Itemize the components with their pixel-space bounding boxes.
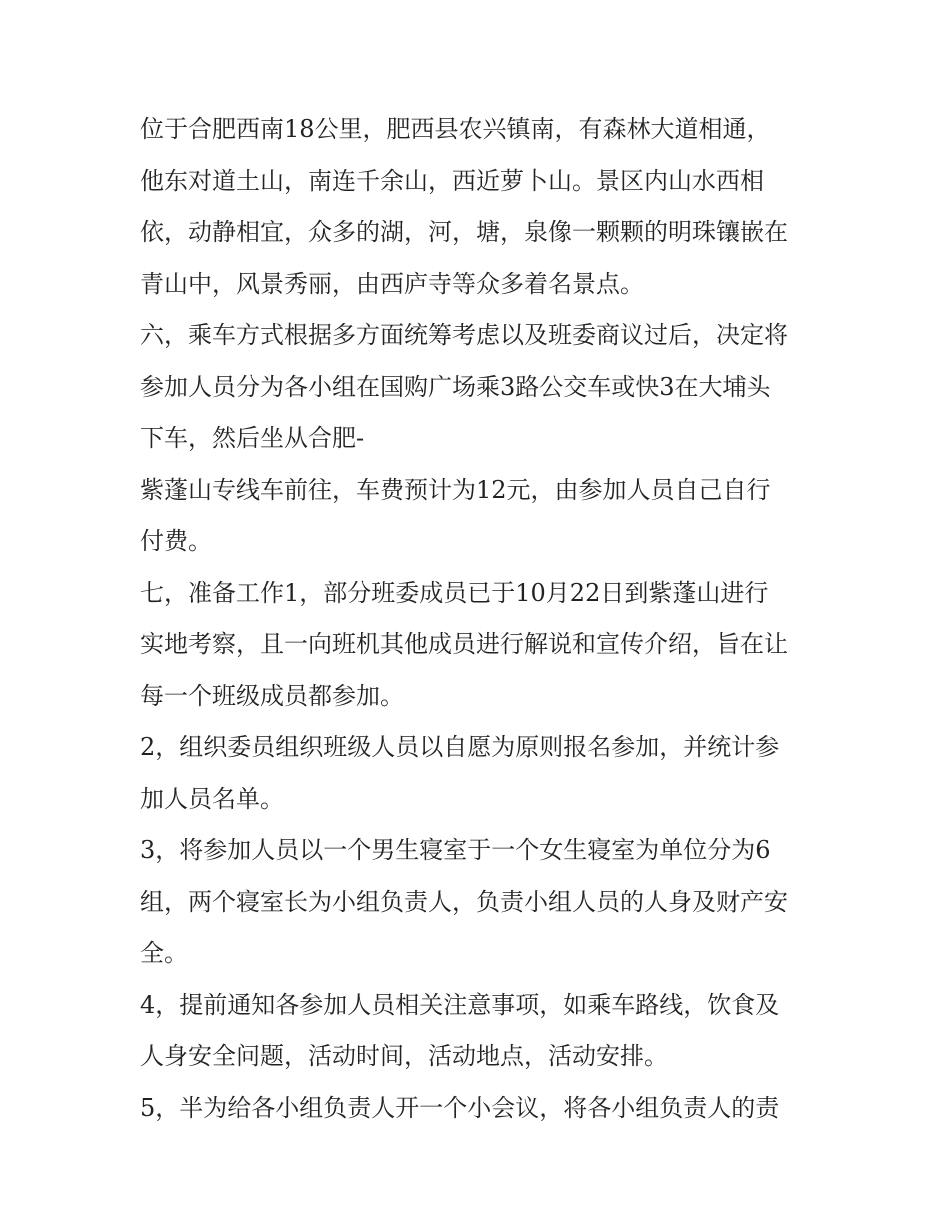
text-line: 位于合肥西南18公里，肥西县农兴镇南，有森林大道相通，	[140, 115, 771, 143]
text-line: 他东对道土山，南连千余山，西近萝卜山。景区内山水西相	[140, 166, 764, 195]
text-line: 4，提前通知各参加人员相关注意事项，如乘车路线，饮食及	[140, 990, 780, 1019]
text-line: 七，准备工作1，部分班委成员已于10月22日到紫蓬山进行	[140, 578, 769, 607]
text-line: 人身安全问题，活动时间，活动地点，活动安排。	[140, 1042, 668, 1070]
text-line: 3，将参加人员以一个男生寝室于一个女生寝室为单位分为6	[140, 836, 771, 864]
text-line: 组，两个寝室长为小组负责人，负责小组人员的人身及财产安	[140, 887, 788, 916]
text-line: 每一个班级成员都参加。	[140, 681, 404, 710]
text-line: 5，半为给各小组负责人开一个小会议，将各小组负责人的责	[140, 1093, 780, 1122]
text-line: 全。	[140, 939, 188, 967]
text-line: 下车，然后坐从合肥-	[140, 424, 365, 452]
text-line: 六，乘车方式根据多方面统筹考虑以及班委商议过后，决定将	[140, 321, 788, 349]
text-line: 付费。	[140, 527, 212, 555]
document-body	[140, 104, 820, 1134]
text-line: 2，组织委员组织班级人员以自愿为原则报名参加，并统计参	[140, 733, 780, 761]
text-line: 依，动静相宜，众多的湖，河，塘，泉像一颗颗的明珠镶嵌在	[140, 218, 788, 246]
text-line: 实地考察，且一向班机其他成员进行解说和宣传介绍，旨在让	[140, 630, 788, 658]
text-line: 加人员名单。	[140, 784, 284, 813]
text-line: 参加人员分为各小组在国购广场乘3路公交车或快3在大埔头	[140, 372, 771, 401]
text-line: 青山中，风景秀丽，由西庐寺等众多着名景点。	[140, 269, 644, 298]
text-line: 紫蓬山专线车前往，车费预计为12元，由参加人员自己自行	[140, 475, 771, 504]
